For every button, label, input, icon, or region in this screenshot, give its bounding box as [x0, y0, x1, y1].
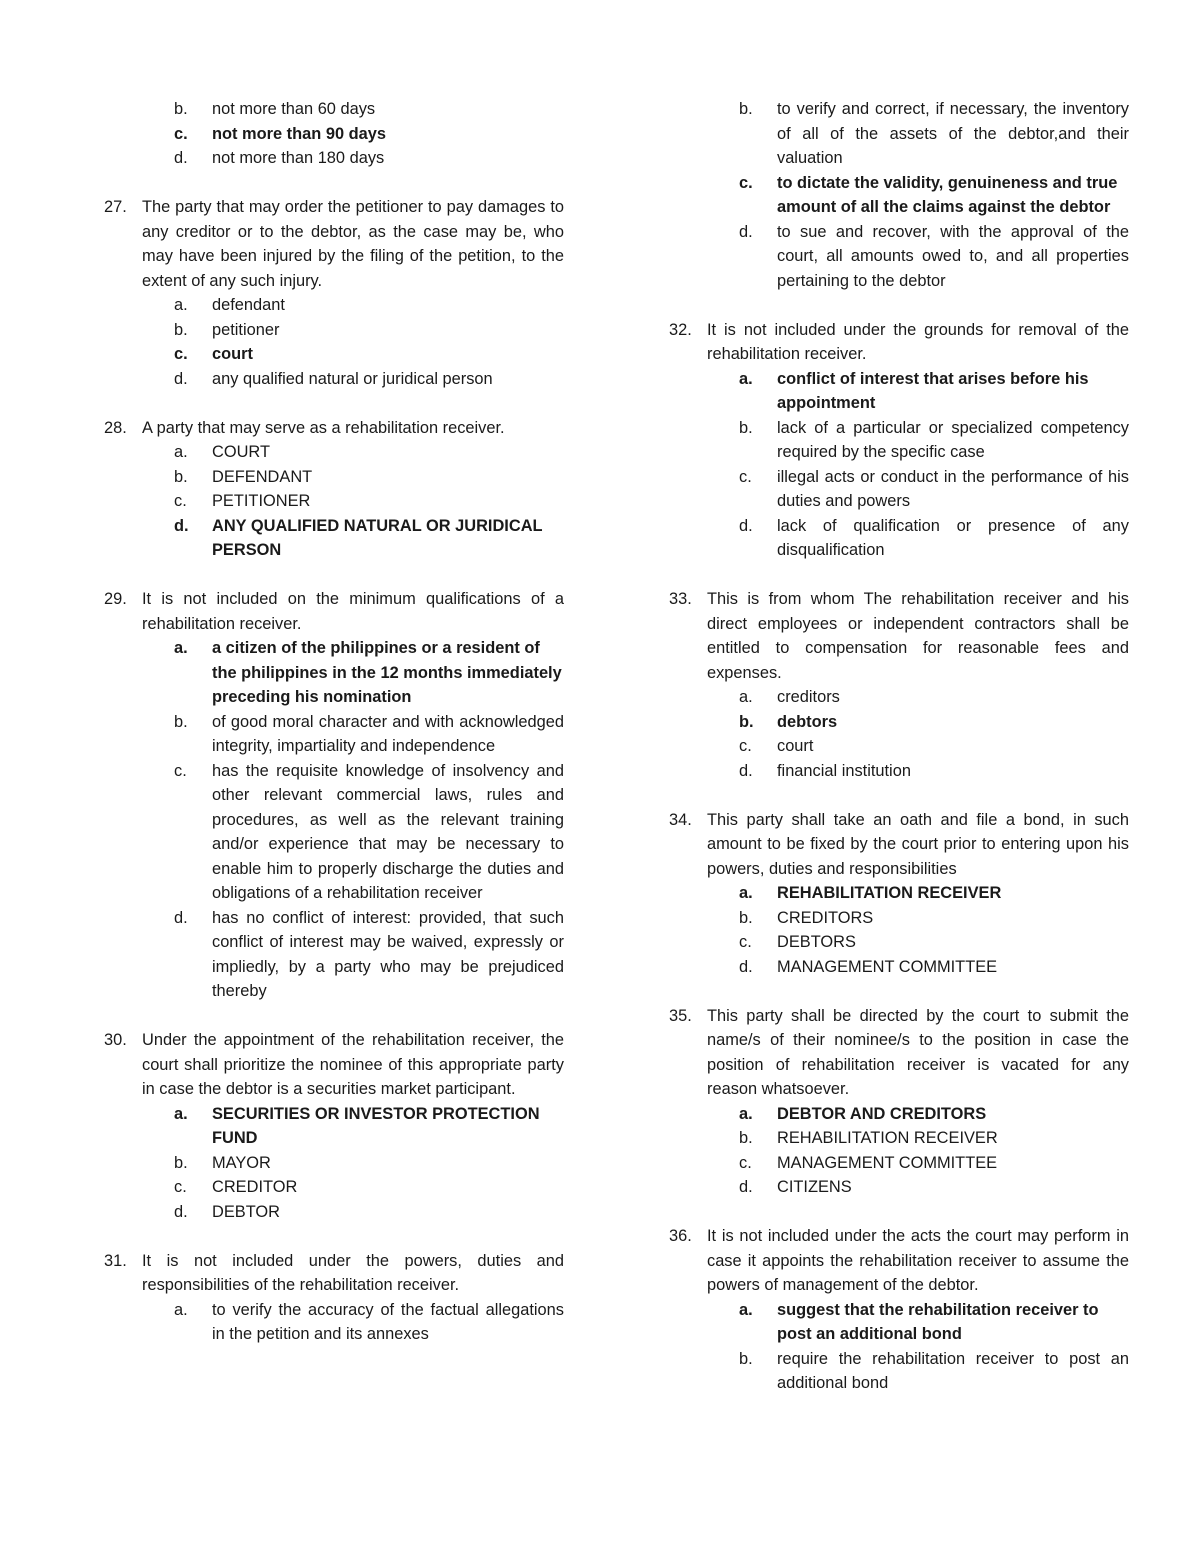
option-text: not more than 90 days — [212, 124, 386, 143]
option-b — [739, 906, 1129, 931]
option-letter: b. — [174, 467, 188, 486]
option-c-correct — [174, 122, 564, 147]
option-text: REHABILITATION RECEIVER — [777, 1129, 998, 1147]
option-letter: a. — [739, 884, 753, 902]
option-c — [174, 489, 564, 514]
question-28 — [104, 416, 564, 563]
option-text: not more than 180 days — [212, 149, 385, 167]
option-a-correct — [174, 1102, 564, 1151]
option-a-correct — [739, 881, 1129, 906]
option-b — [739, 416, 1129, 465]
option-c — [739, 1151, 1129, 1176]
option-letter: d. — [739, 957, 753, 976]
option-letter: c. — [174, 492, 187, 510]
option-d — [739, 514, 1129, 563]
option-b — [739, 1347, 1129, 1396]
question-stem — [104, 1249, 564, 1298]
option-text: not more than 60 days — [212, 100, 376, 118]
option-letter: a. — [174, 296, 188, 314]
option-letter: a. — [739, 1104, 753, 1123]
option-c — [739, 734, 1129, 759]
option-a — [174, 293, 564, 318]
option-text: MANAGEMENT COMMITTEE — [777, 1153, 998, 1172]
question-stem — [669, 1004, 1129, 1102]
question-text: It is not included under the acts the court may perform in case it appoints the rehabilitation receiver to assume the powers of management of the debtor. — [707, 1227, 1129, 1294]
options — [174, 440, 564, 563]
options — [739, 1102, 1129, 1200]
option-text: MAYOR — [212, 1153, 271, 1172]
option-d — [174, 146, 564, 171]
option-text: to sue and recover, with the approval of the court, all amounts owed to, and all properties pertaining to the debtor — [777, 222, 1129, 290]
option-letter: c. — [174, 761, 187, 780]
option-letter: b. — [739, 1129, 753, 1147]
option-c — [174, 1175, 564, 1200]
option-d-correct — [174, 514, 564, 563]
question-29 — [104, 587, 564, 1004]
option-d — [739, 759, 1129, 784]
options — [739, 367, 1129, 563]
question-33 — [669, 587, 1129, 783]
left-column — [104, 97, 564, 1371]
option-text: has the requisite knowledge of insolvency and other relevant commercial laws, rules and procedures, as well as the relevant training and/or experience that may be necessary to enable him to properly discharge the duties and obligations of a rehabilitation receiver — [212, 761, 564, 902]
option-text: ANY QUALIFIED NATURAL OR JURIDICAL PERSON — [212, 516, 543, 559]
option-a-correct — [739, 1298, 1129, 1347]
options — [739, 685, 1129, 783]
option-d — [174, 367, 564, 392]
option-letter: b. — [739, 1349, 753, 1368]
question-text: This is from whom The rehabilitation receiver and his direct employees or independent contractors shall be entitled to compensation for reasonable fees and expenses. — [707, 590, 1129, 682]
question-30 — [104, 1028, 564, 1224]
option-text: to verify and correct, if necessary, the inventory of all of the assets of the debtor,and their valuation — [777, 100, 1129, 167]
option-letter: b. — [174, 100, 188, 118]
question-number: 29. — [104, 590, 127, 608]
option-letter: a. — [174, 639, 188, 657]
option-letter: c. — [174, 1178, 187, 1196]
options — [739, 97, 1129, 293]
question-number: 33. — [669, 590, 692, 608]
options — [174, 1298, 564, 1347]
question-number: 30. — [104, 1031, 127, 1049]
option-text: DEBTOR AND CREDITORS — [777, 1104, 987, 1123]
question-26-continued — [104, 97, 564, 171]
option-letter: a. — [739, 1300, 753, 1319]
option-a — [739, 685, 1129, 710]
option-letter: d. — [739, 516, 753, 535]
option-d — [174, 906, 564, 1004]
option-text: to dictate the validity, genuineness and true amount of all the claims against the debtor — [777, 173, 1118, 216]
options — [739, 1298, 1129, 1396]
option-text: court — [777, 737, 814, 755]
option-d — [739, 955, 1129, 980]
option-text: DEBTOR — [212, 1202, 281, 1221]
options — [174, 1102, 564, 1225]
question-34 — [669, 808, 1129, 980]
question-text: This party shall take an oath and file a bond, in such amount to be fixed by the court prior to entering upon his powers, duties and responsibilities — [707, 810, 1129, 878]
option-a — [174, 1298, 564, 1347]
option-text: lack of a particular or specialized competency required by the specific case — [777, 418, 1129, 461]
option-text: lack of qualification or presence of any disqualification — [777, 516, 1129, 559]
option-text: CITIZENS — [777, 1178, 852, 1196]
option-text: court — [212, 345, 253, 363]
option-b — [174, 1151, 564, 1176]
option-c-correct — [174, 342, 564, 367]
option-text: DEBTORS — [777, 933, 856, 951]
options — [174, 293, 564, 391]
question-number: 27. — [104, 198, 127, 216]
option-text: DEFENDANT — [212, 467, 313, 486]
option-c-correct — [739, 171, 1129, 220]
option-text: petitioner — [212, 320, 280, 339]
option-b — [174, 710, 564, 759]
right-column — [669, 97, 1129, 1420]
option-letter: b. — [174, 320, 188, 339]
option-letter: c. — [739, 467, 752, 486]
option-text: creditors — [777, 688, 840, 706]
question-number: 36. — [669, 1227, 692, 1245]
option-text: require the rehabilitation receiver to post an additional bond — [777, 1349, 1129, 1392]
question-stem — [669, 808, 1129, 882]
option-b — [174, 97, 564, 122]
option-text: conflict of interest that arises before his appointment — [777, 369, 1089, 412]
question-text: Under the appointment of the rehabilitation receiver, the court shall prioritize the nominee of this appropriate party in case the debtor is a securities market participant. — [142, 1031, 564, 1098]
option-b — [174, 318, 564, 343]
options — [174, 97, 564, 171]
option-a-correct — [739, 367, 1129, 416]
option-text: PETITIONER — [212, 492, 311, 510]
option-c — [739, 930, 1129, 955]
question-stem — [104, 195, 564, 293]
option-b — [739, 97, 1129, 171]
option-letter: b. — [739, 100, 753, 118]
option-letter: d. — [174, 1202, 188, 1221]
question-number: 31. — [104, 1251, 127, 1270]
question-stem — [104, 416, 564, 441]
question-27 — [104, 195, 564, 391]
option-letter: b. — [174, 712, 188, 731]
option-letter: a. — [174, 443, 188, 461]
question-31-continued — [669, 97, 1129, 293]
option-letter: d. — [739, 1178, 753, 1196]
option-text: has no conflict of interest: provided, that such conflict of interest may be waived, expressly or impliedly, by a party who may be prejudiced thereby — [212, 908, 564, 1000]
option-d — [739, 220, 1129, 294]
option-a-correct — [174, 636, 564, 710]
option-letter: d. — [739, 222, 753, 241]
question-text: A party that may serve as a rehabilitation receiver. — [142, 418, 505, 437]
option-b — [174, 465, 564, 490]
question-stem — [104, 1028, 564, 1102]
question-text: This party shall be directed by the court to submit the name/s of their nominee/s to the position in case the position of rehabilitation receiver is vacated for any reason whatsoever. — [707, 1006, 1129, 1098]
option-letter: b. — [739, 908, 753, 927]
question-text: The party that may order the petitioner to pay damages to any creditor or to the debtor, as the case may be, who may have been injured by the filing of the petition, to the extent of any such injury. — [142, 198, 564, 290]
option-text: illegal acts or conduct in the performance of his duties and powers — [777, 467, 1129, 510]
question-number: 28. — [104, 418, 127, 437]
option-letter: d. — [739, 761, 753, 780]
question-text: It is not included under the powers, duties and responsibilities of the rehabilitation receiver. — [142, 1251, 564, 1294]
option-text: financial institution — [777, 761, 911, 780]
option-letter: a. — [174, 1104, 188, 1123]
question-stem — [669, 1224, 1129, 1298]
question-number: 32. — [669, 320, 692, 339]
option-letter: d. — [174, 149, 188, 167]
option-b — [739, 1126, 1129, 1151]
option-letter: a. — [739, 688, 753, 706]
option-letter: b. — [174, 1153, 188, 1172]
question-number: 34. — [669, 810, 692, 829]
question-stem — [669, 587, 1129, 685]
question-32 — [669, 318, 1129, 563]
option-letter: a. — [739, 369, 753, 388]
option-text: debtors — [777, 712, 838, 731]
option-letter: d. — [174, 516, 189, 535]
question-36 — [669, 1224, 1129, 1396]
question-text: It is not included under the grounds for removal of the rehabilitation receiver. — [707, 320, 1129, 363]
options — [174, 636, 564, 1004]
option-letter: c. — [174, 345, 188, 363]
option-b-correct — [739, 710, 1129, 735]
option-text: SECURITIES OR INVESTOR PROTECTION FUND — [212, 1104, 540, 1147]
question-text: It is not included on the minimum qualifications of a rehabilitation receiver. — [142, 590, 564, 633]
option-letter: c. — [739, 737, 752, 755]
option-letter: b. — [739, 712, 754, 731]
option-text: CREDITOR — [212, 1178, 298, 1196]
option-letter: b. — [739, 418, 753, 437]
option-d — [174, 1200, 564, 1225]
option-text: REHABILITATION RECEIVER — [777, 884, 1002, 902]
option-text: suggest that the rehabilitation receiver to post an additional bond — [777, 1300, 1099, 1343]
option-d — [739, 1175, 1129, 1200]
option-letter: d. — [174, 369, 188, 388]
option-letter: c. — [739, 173, 753, 192]
option-text: any qualified natural or juridical person — [212, 369, 493, 388]
option-a-correct — [739, 1102, 1129, 1127]
question-35 — [669, 1004, 1129, 1200]
option-letter: c. — [739, 1153, 752, 1172]
option-c — [739, 465, 1129, 514]
option-text: MANAGEMENT COMMITTEE — [777, 957, 998, 976]
question-stem — [669, 318, 1129, 367]
option-text: CREDITORS — [777, 908, 874, 927]
option-c — [174, 759, 564, 906]
option-letter: d. — [174, 908, 188, 927]
option-letter: a. — [174, 1300, 188, 1319]
question-31 — [104, 1249, 564, 1347]
option-a — [174, 440, 564, 465]
option-letter: c. — [739, 933, 752, 951]
option-text: defendant — [212, 296, 285, 314]
option-text: COURT — [212, 443, 270, 461]
option-letter: c. — [174, 124, 188, 143]
question-stem — [104, 587, 564, 636]
option-text: to verify the accuracy of the factual allegations in the petition and its annexes — [212, 1300, 564, 1343]
option-text: a citizen of the philippines or a resident of the philippines in the 12 months immediately preceding his nomination — [212, 639, 562, 706]
option-text: of good moral character and with acknowledged integrity, impartiality and independence — [212, 712, 564, 755]
question-number: 35. — [669, 1006, 692, 1025]
options — [739, 881, 1129, 979]
